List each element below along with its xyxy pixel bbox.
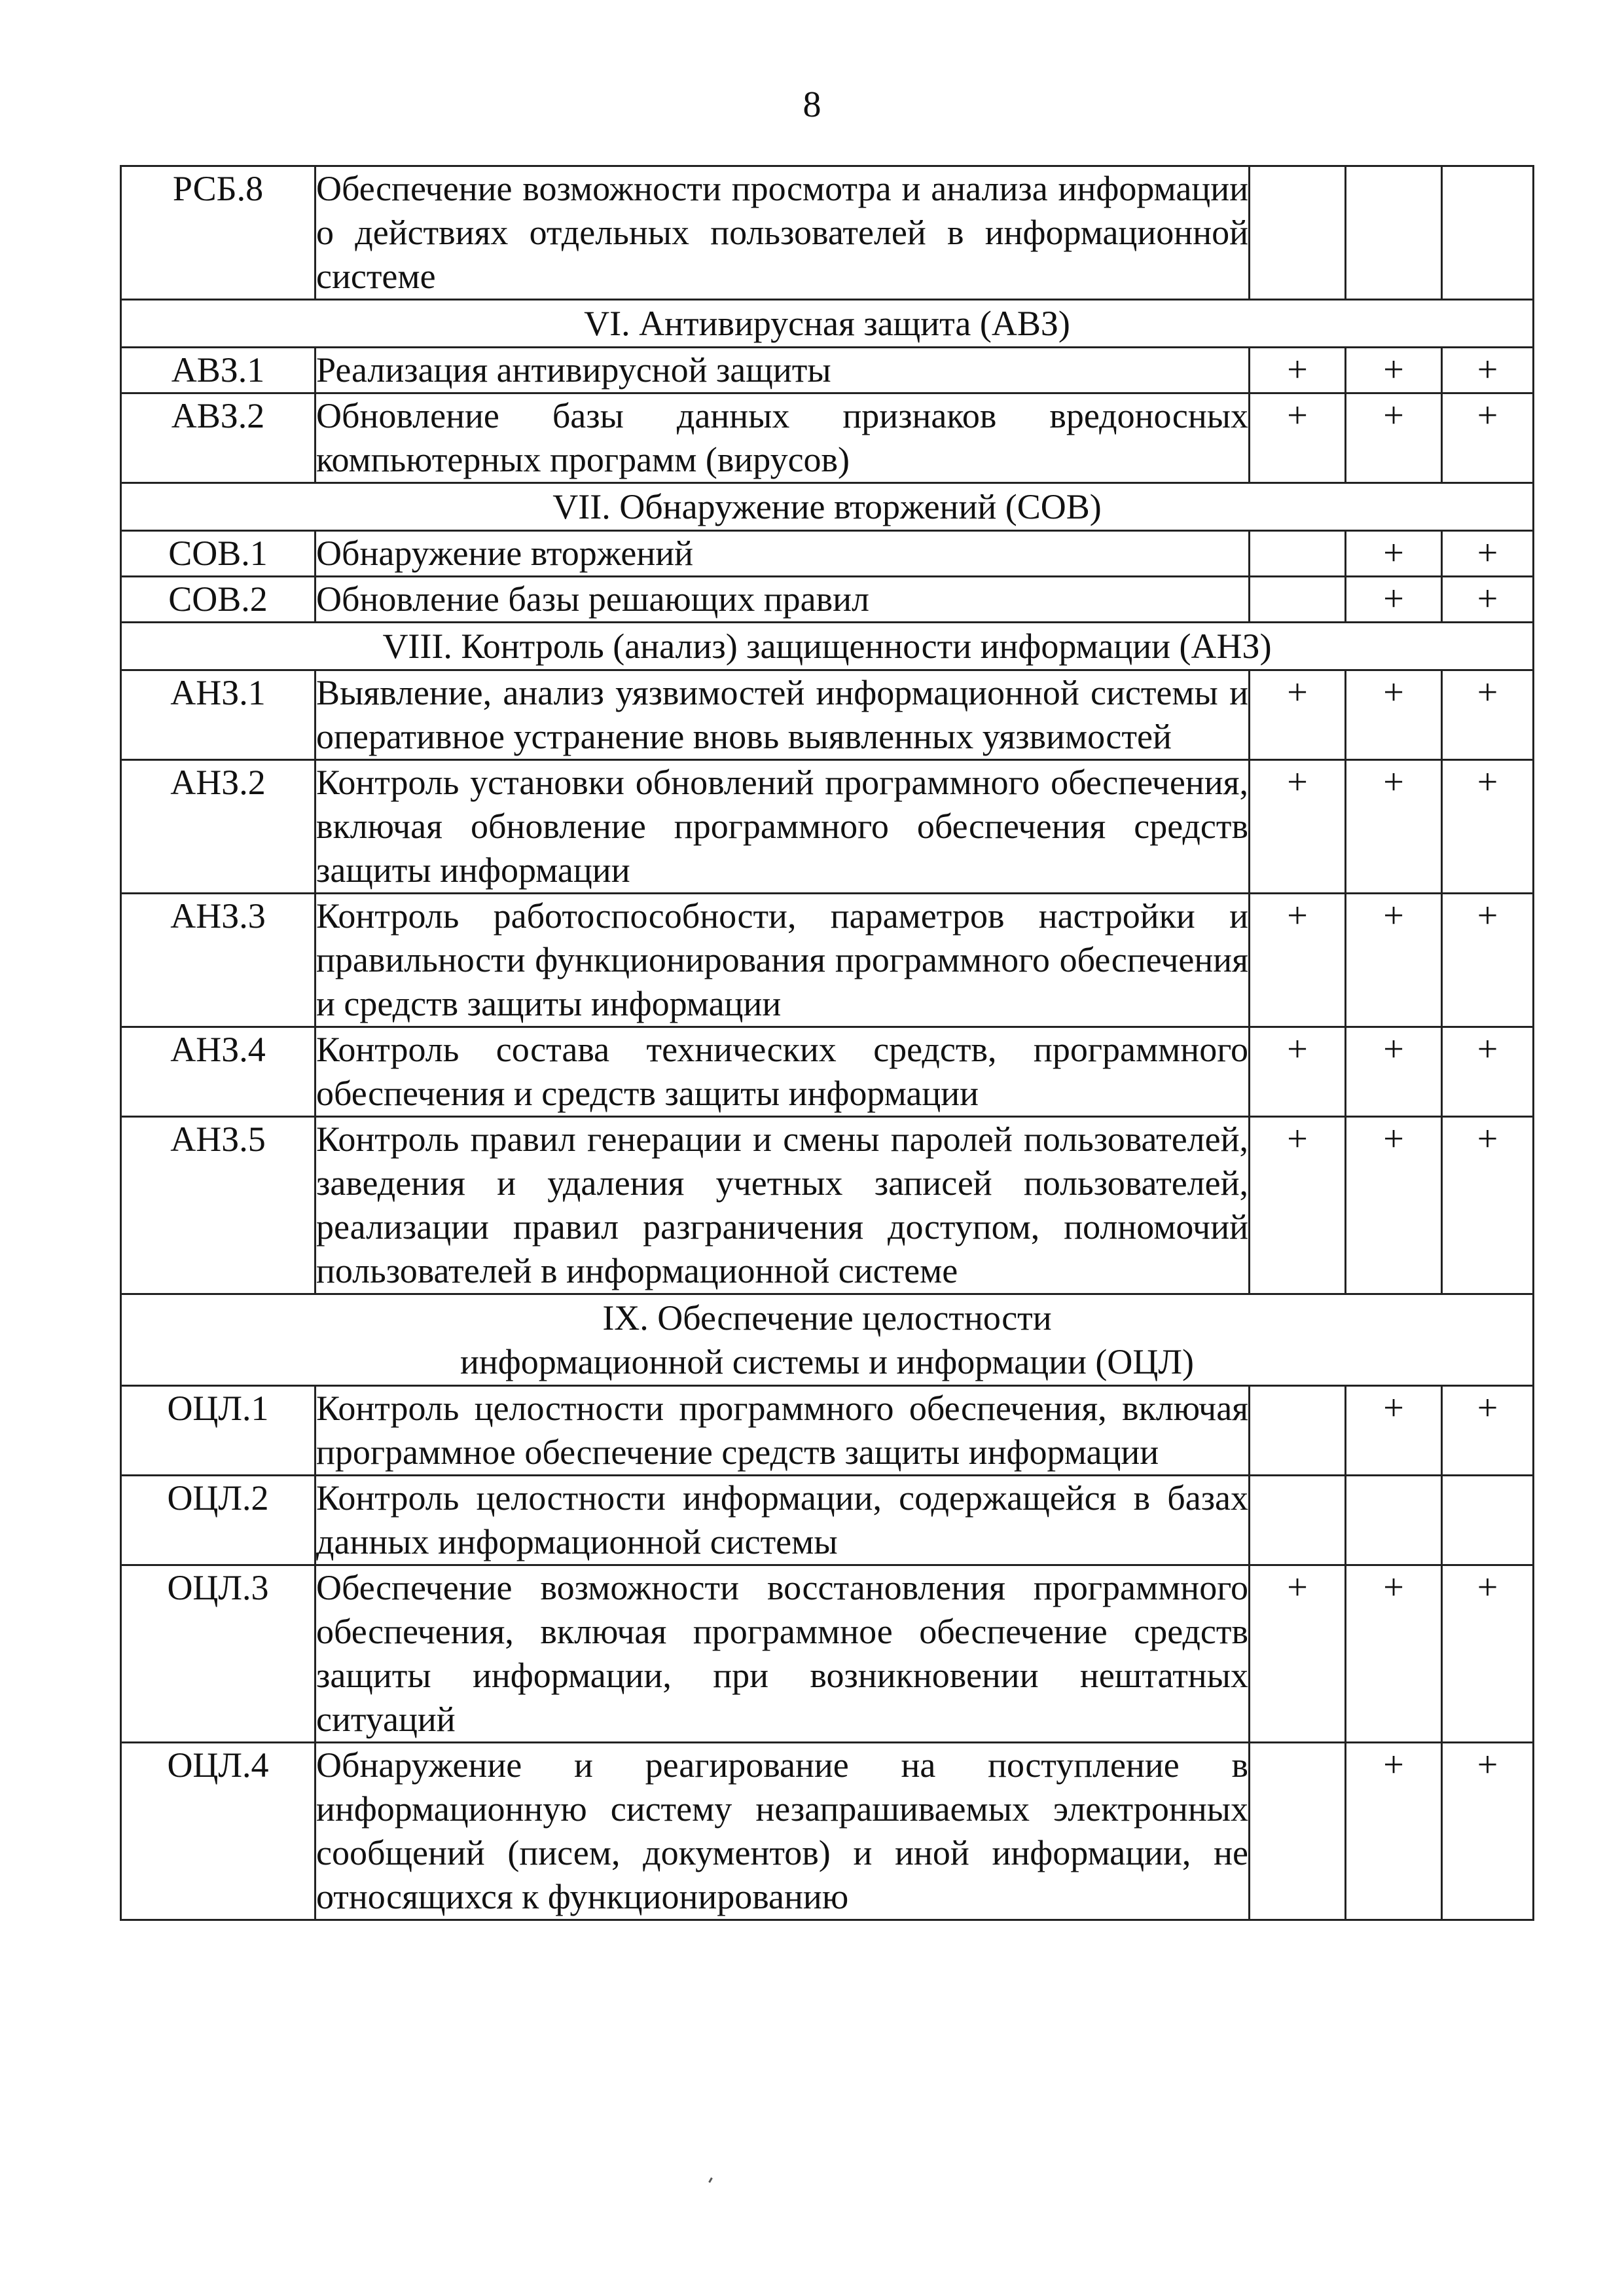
class-k3-mark-cell: + — [1442, 348, 1534, 393]
measure-code-cell: СОВ.2 — [121, 577, 316, 623]
section-title-line: IX. Обеспечение целостности — [602, 1298, 1052, 1338]
class-k3-mark-cell: + — [1442, 1565, 1534, 1743]
measure-description-cell — [316, 1117, 1250, 1294]
measure-row — [121, 348, 1534, 393]
class-k1-mark-cell — [1250, 531, 1346, 577]
measure-code-cell: АНЗ.1 — [121, 670, 316, 760]
section-title-line: VIII. Контроль (анализ) защищенности информации (АНЗ) — [382, 627, 1272, 666]
measure-description-text: Обеспечение возможности восстановления программного обеспечения, включая программное обеспечение средств защиты информации, при возникновении нештатных ситуаций — [316, 1568, 1248, 1739]
measure-code-cell: ОЦЛ.1 — [121, 1386, 316, 1476]
class-k2-mark-cell: + — [1346, 760, 1442, 894]
class-k2-mark-cell — [1346, 1476, 1442, 1565]
class-k1-mark-cell — [1250, 577, 1346, 623]
class-k2-mark-cell: + — [1346, 577, 1442, 623]
class-k1-mark-cell: + — [1250, 670, 1346, 760]
measure-description-text: Контроль целостности информации, содержащейся в базах данных информационной системы — [316, 1478, 1248, 1561]
measure-description-text: Выявление, анализ уязвимостей информационной системы и оперативное устранение вновь выявленных уязвимостей — [316, 673, 1248, 756]
measure-description-cell — [316, 531, 1250, 577]
measure-row — [121, 166, 1534, 300]
measure-code-cell: АВЗ.2 — [121, 393, 316, 483]
security-measures-table — [120, 165, 1534, 1921]
measure-code-cell: АНЗ.3 — [121, 894, 316, 1027]
class-k1-mark-cell: + — [1250, 348, 1346, 393]
measure-description-text: Контроль установки обновлений программного обеспечения, включая обновление программного обеспечения средств защиты информации — [316, 763, 1248, 890]
measure-code-cell: ОЦЛ.2 — [121, 1476, 316, 1565]
class-k2-mark-cell: + — [1346, 1386, 1442, 1476]
measure-row — [121, 1743, 1534, 1920]
measure-description-text: Реализация антивирусной защиты — [316, 350, 831, 390]
measure-row — [121, 1117, 1534, 1294]
measure-row — [121, 1027, 1534, 1117]
measure-code-cell: АНЗ.2 — [121, 760, 316, 894]
measure-description-text: Обнаружение и реагирование на поступление в информационную систему незапрашиваемых электронных сообщений (писем, документов) и иной информации, не относящихся к функционированию — [316, 1745, 1248, 1916]
class-k1-mark-cell: + — [1250, 1117, 1346, 1294]
class-k3-mark-cell: + — [1442, 1386, 1534, 1476]
section-header-row — [121, 1294, 1534, 1386]
class-k3-mark-cell: + — [1442, 760, 1534, 894]
measure-description-text: Контроль состава технических средств, программного обеспечения и средств защиты информации — [316, 1030, 1248, 1113]
class-k1-mark-cell — [1250, 1743, 1346, 1920]
measure-code-cell: АВЗ.1 — [121, 348, 316, 393]
class-k1-mark-cell: + — [1250, 393, 1346, 483]
measure-description-text: Контроль правил генерации и смены паролей пользователей, заведения и удаления учетных записей пользователей, реализации правил разграничения доступом, полномочий пользователей в информационной системе — [316, 1120, 1248, 1290]
class-k1-mark-cell — [1250, 1476, 1346, 1565]
measure-code-cell: АНЗ.5 — [121, 1117, 316, 1294]
class-k3-mark-cell: + — [1442, 1743, 1534, 1920]
measure-row — [121, 393, 1534, 483]
class-k2-mark-cell: + — [1346, 531, 1442, 577]
measure-description-text: Обновление базы данных признаков вредоносных компьютерных программ (вирусов) — [316, 396, 1248, 479]
measure-code-cell: СОВ.1 — [121, 531, 316, 577]
section-title-line: VI. Антивирусная защита (АВЗ) — [584, 304, 1070, 343]
class-k1-mark-cell: + — [1250, 760, 1346, 894]
measure-row — [121, 670, 1534, 760]
measure-description-cell — [316, 760, 1250, 894]
section-header-row — [121, 300, 1534, 348]
class-k1-mark-cell: + — [1250, 894, 1346, 1027]
scan-speck — [708, 2178, 713, 2183]
class-k2-mark-cell — [1346, 166, 1442, 300]
class-k2-mark-cell: + — [1346, 1027, 1442, 1117]
class-k2-mark-cell: + — [1346, 1565, 1442, 1743]
measure-row — [121, 577, 1534, 623]
class-k3-mark-cell — [1442, 166, 1534, 300]
measure-description-cell — [316, 1027, 1250, 1117]
class-k1-mark-cell — [1250, 1386, 1346, 1476]
class-k2-mark-cell: + — [1346, 348, 1442, 393]
class-k3-mark-cell: + — [1442, 1027, 1534, 1117]
class-k2-mark-cell: + — [1346, 1117, 1442, 1294]
measure-row — [121, 1476, 1534, 1565]
class-k3-mark-cell — [1442, 1476, 1534, 1565]
section-title — [121, 483, 1534, 531]
section-header-row — [121, 623, 1534, 670]
measure-description-cell — [316, 894, 1250, 1027]
section-title-line: VII. Обнаружение вторжений (СОВ) — [552, 487, 1102, 526]
measure-row — [121, 760, 1534, 894]
class-k3-mark-cell: + — [1442, 577, 1534, 623]
measure-code-cell: ОЦЛ.3 — [121, 1565, 316, 1743]
measure-description-text: Контроль работоспособности, параметров настройки и правильности функционирования программного обеспечения и средств защиты информации — [316, 896, 1248, 1023]
measure-description-cell — [316, 670, 1250, 760]
measure-description-cell — [316, 577, 1250, 623]
measure-description-cell — [316, 166, 1250, 300]
class-k2-mark-cell: + — [1346, 393, 1442, 483]
measure-description-text: Обнаружение вторжений — [316, 534, 694, 573]
class-k1-mark-cell — [1250, 166, 1346, 300]
measure-description-text: Обеспечение возможности просмотра и анализа информации о действиях отдельных пользователей в информационной системе — [316, 169, 1248, 296]
page-number: 8 — [803, 84, 821, 125]
table-body — [121, 166, 1534, 1920]
measure-description-text: Контроль целостности программного обеспечения, включая программное обеспечение средств защиты информации — [316, 1389, 1248, 1472]
measure-code-cell: ОЦЛ.4 — [121, 1743, 316, 1920]
measure-description-cell — [316, 393, 1250, 483]
class-k2-mark-cell: + — [1346, 1743, 1442, 1920]
section-title — [121, 1294, 1534, 1386]
class-k3-mark-cell: + — [1442, 670, 1534, 760]
measure-row — [121, 1565, 1534, 1743]
class-k3-mark-cell: + — [1442, 393, 1534, 483]
measure-description-text: Обновление базы решающих правил — [316, 579, 869, 619]
measure-row — [121, 531, 1534, 577]
measure-description-cell — [316, 1476, 1250, 1565]
class-k3-mark-cell: + — [1442, 531, 1534, 577]
class-k3-mark-cell: + — [1442, 1117, 1534, 1294]
section-title — [121, 623, 1534, 670]
measure-description-cell — [316, 1565, 1250, 1743]
section-header-row — [121, 483, 1534, 531]
section-title — [121, 300, 1534, 348]
section-title-line: информационной системы и информации (ОЦЛ) — [460, 1342, 1194, 1381]
class-k1-mark-cell: + — [1250, 1027, 1346, 1117]
measure-code-cell: РСБ.8 — [121, 166, 316, 300]
measure-code-cell: АНЗ.4 — [121, 1027, 316, 1117]
class-k2-mark-cell: + — [1346, 894, 1442, 1027]
measure-row — [121, 894, 1534, 1027]
measure-description-cell — [316, 1743, 1250, 1920]
class-k1-mark-cell: + — [1250, 1565, 1346, 1743]
class-k2-mark-cell: + — [1346, 670, 1442, 760]
measure-description-cell — [316, 1386, 1250, 1476]
measure-description-cell — [316, 348, 1250, 393]
class-k3-mark-cell: + — [1442, 894, 1534, 1027]
measure-row — [121, 1386, 1534, 1476]
